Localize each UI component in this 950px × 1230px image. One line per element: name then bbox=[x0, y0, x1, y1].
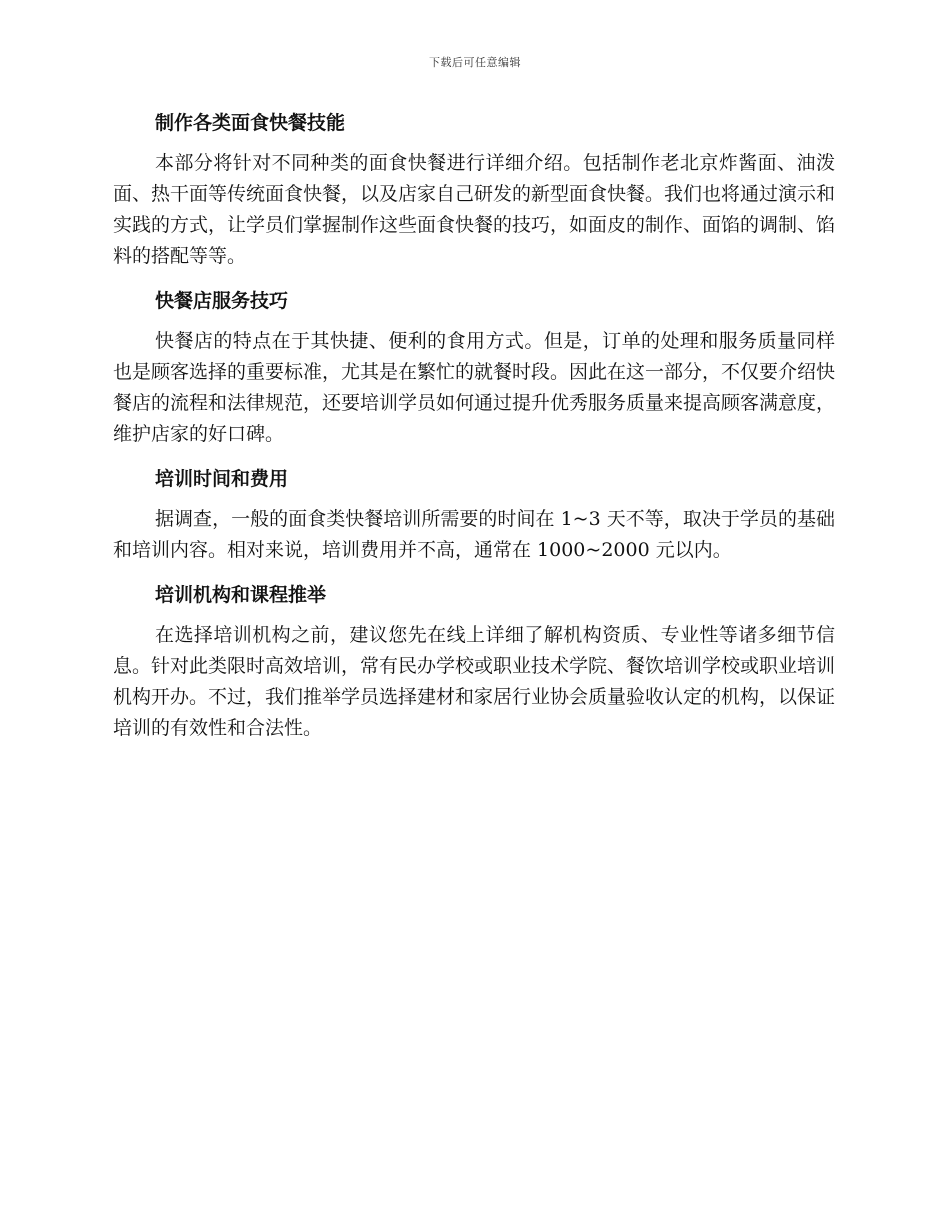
section-heading: 制作各类面食快餐技能 bbox=[155, 112, 346, 134]
section-time-and-cost bbox=[113, 464, 835, 566]
section-heading: 培训时间和费用 bbox=[155, 468, 289, 490]
section-paragraph: 据调查，一般的面食类快餐培训所需要的时间在 1~3 天不等，取决于学员的基础和培训内容。相对来说，培训费用并不高，通常在 1000~2000 元以内。 bbox=[113, 508, 835, 561]
section-paragraph: 在选择培训机构之前，建议您先在线上详细了解机构资质、专业性等诸多细节信息。针对此类限时高效培训，常有民办学校或职业技术学院、餐饮培训学校或职业培训机构开办。不过，我们推举学员选择建材和家居行业协会质量验收认定的机构，以保证培训的有效性和合法性。 bbox=[113, 624, 836, 739]
page-header: 下载后可任意编辑 bbox=[429, 56, 521, 69]
section-heading: 快餐店服务技巧 bbox=[155, 290, 289, 312]
section-paragraph: 快餐店的特点在于其快捷、便利的食用方式。但是，订单的处理和服务质量同样也是顾客选择的重要标准，尤其是在繁忙的就餐时段。因此在这一部分，不仅要介绍快餐店的流程和法律规范，还要培训学员如何通过提升优秀服务质量来提高顾客满意度，维护店家的好口碑。 bbox=[113, 330, 836, 445]
section-heading: 培训机构和课程推举 bbox=[155, 584, 327, 606]
section-paragraph: 本部分将针对不同种类的面食快餐进行详细介绍。包括制作老北京炸酱面、油泼面、热干面等传统面食快餐，以及店家自己研发的新型面食快餐。我们也将通过演示和实践的方式，让学员们掌握制作这些面食快餐的技巧，如面皮的制作、面馅的调制、馅料的搭配等等。 bbox=[113, 152, 836, 267]
section-service-skills bbox=[113, 286, 835, 450]
document-body bbox=[113, 108, 835, 758]
section-institutions bbox=[113, 580, 835, 744]
section-noodle-skills bbox=[113, 108, 835, 272]
